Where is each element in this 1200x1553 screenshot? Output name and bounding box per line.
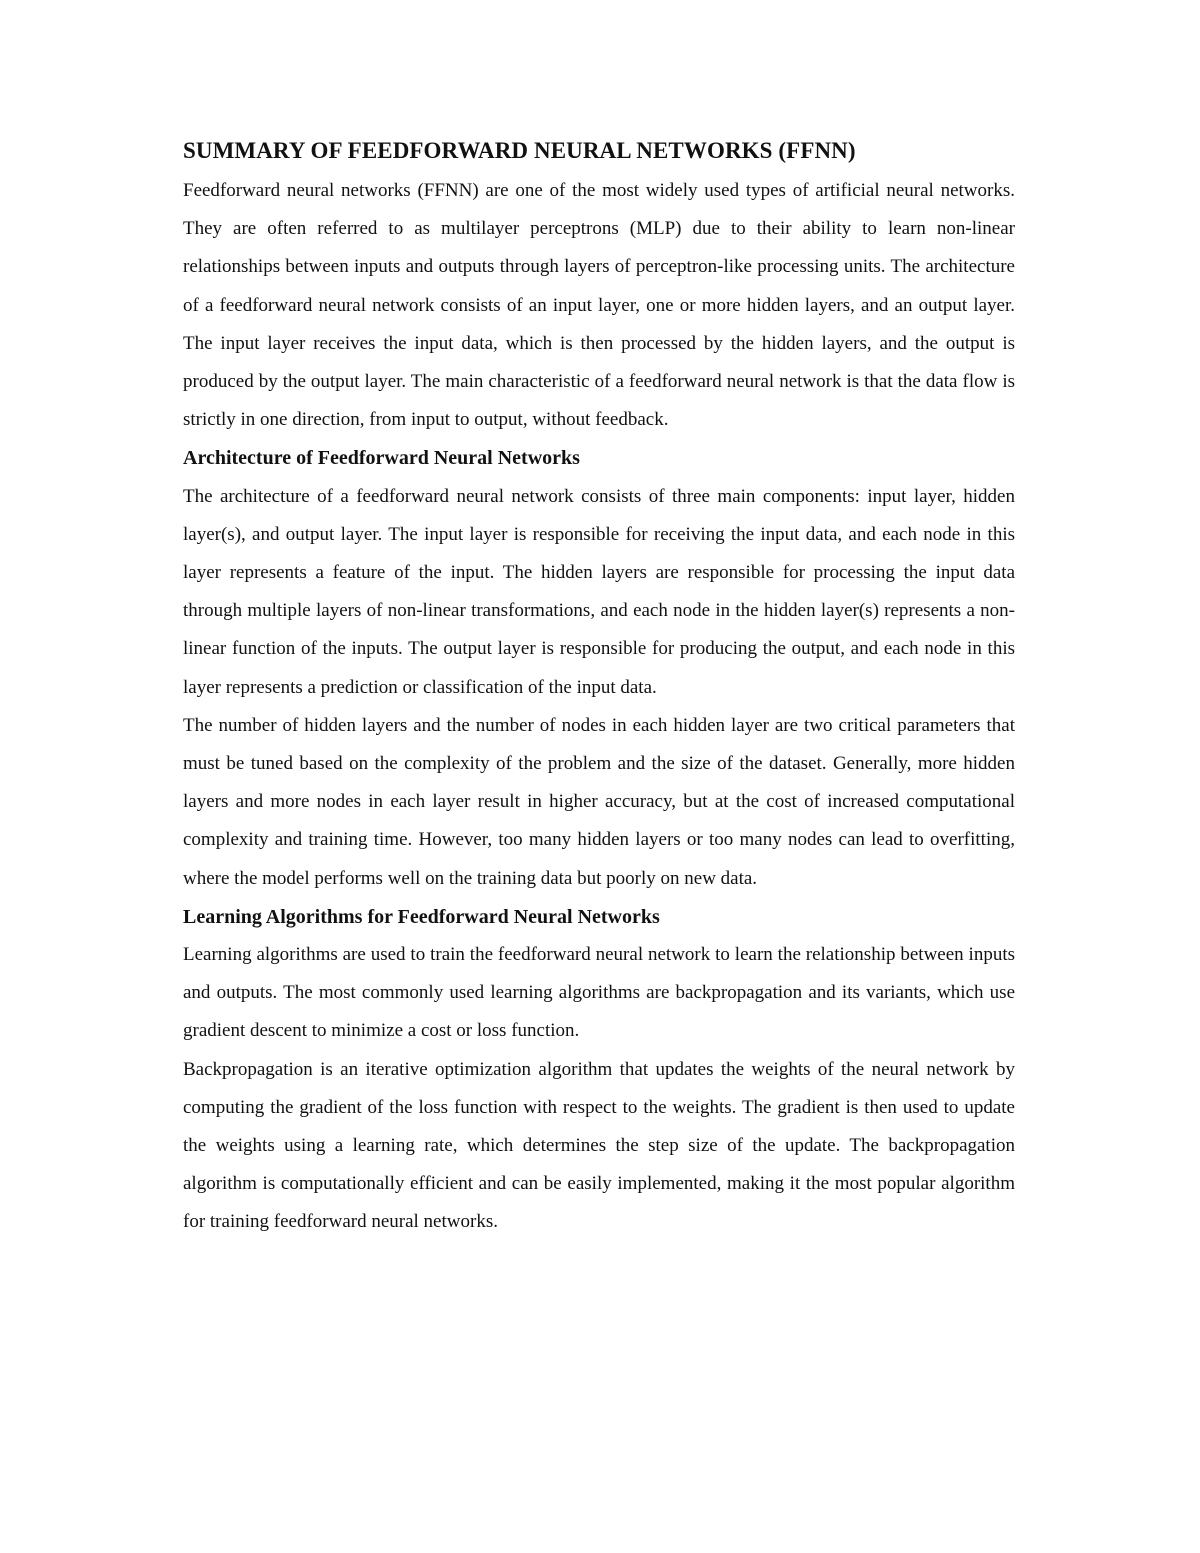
architecture-paragraph-2: The number of hidden layers and the number of nodes in each hidden layer are two critical parameters that must be tuned based on the complexity of the problem and the size of the dataset. Generally, more hidden layers and more nodes in each layer result in higher accuracy, but at the cost of increased computational complexity and training time. However, too many hidden layers or too many nodes can lead to overfitting, where the model performs well on the training data but poorly on new data. bbox=[183, 714, 1015, 889]
document-body bbox=[183, 128, 1015, 1242]
intro-paragraph: Feedforward neural networks (FFNN) are one of the most widely used types of artificial neural networks. They are often referred to as multilayer perceptrons (MLP) due to their ability to learn non-linear relationships between inputs and outputs through layers of perceptron-like processing units. The architecture of a feedforward neural network consists of an input layer, one or more hidden layers, and an output layer. The input layer receives the input data, which is then processed by the hidden layers, and the output is produced by the output layer. The main characteristic of a feedforward neural network is that the data flow is strictly in one direction, from input to output, without feedback. bbox=[183, 180, 1015, 431]
document-title: SUMMARY OF FEEDFORWARD NEURAL NETWORKS (FFNN) bbox=[183, 138, 856, 163]
learning-paragraph-1: Learning algorithms are used to train the feedforward neural network to learn the relationship between inputs and outputs. The most commonly used learning algorithms are backpropagation and its variants, which use gradient descent to minimize a cost or loss function. bbox=[183, 944, 1015, 1042]
architecture-paragraph-1: The architecture of a feedforward neural network consists of three main components: input layer, hidden layer(s), and output layer. The input layer is responsible for receiving the input data, and each node in this layer represents a feature of the input. The hidden layers are responsible for processing the input data through multiple layers of non-linear transformations, and each node in the hidden layer(s) represents a non-linear function of the inputs. The output layer is responsible for producing the output, and each node in this layer represents a prediction or classification of the input data. bbox=[183, 485, 1015, 698]
learning-paragraph-2: Backpropagation is an iterative optimization algorithm that updates the weights of the neural network by computing the gradient of the loss function with respect to the weights. The gradient is then used to update the weights using a learning rate, which determines the step size of the update. The backpropagation algorithm is computationally efficient and can be easily implemented, making it the most popular algorithm for training feedforward neural networks. bbox=[183, 1058, 1015, 1233]
section-heading-architecture: Architecture of Feedforward Neural Networks bbox=[183, 447, 580, 470]
section-heading-learning-algorithms: Learning Algorithms for Feedforward Neural Networks bbox=[183, 905, 660, 928]
